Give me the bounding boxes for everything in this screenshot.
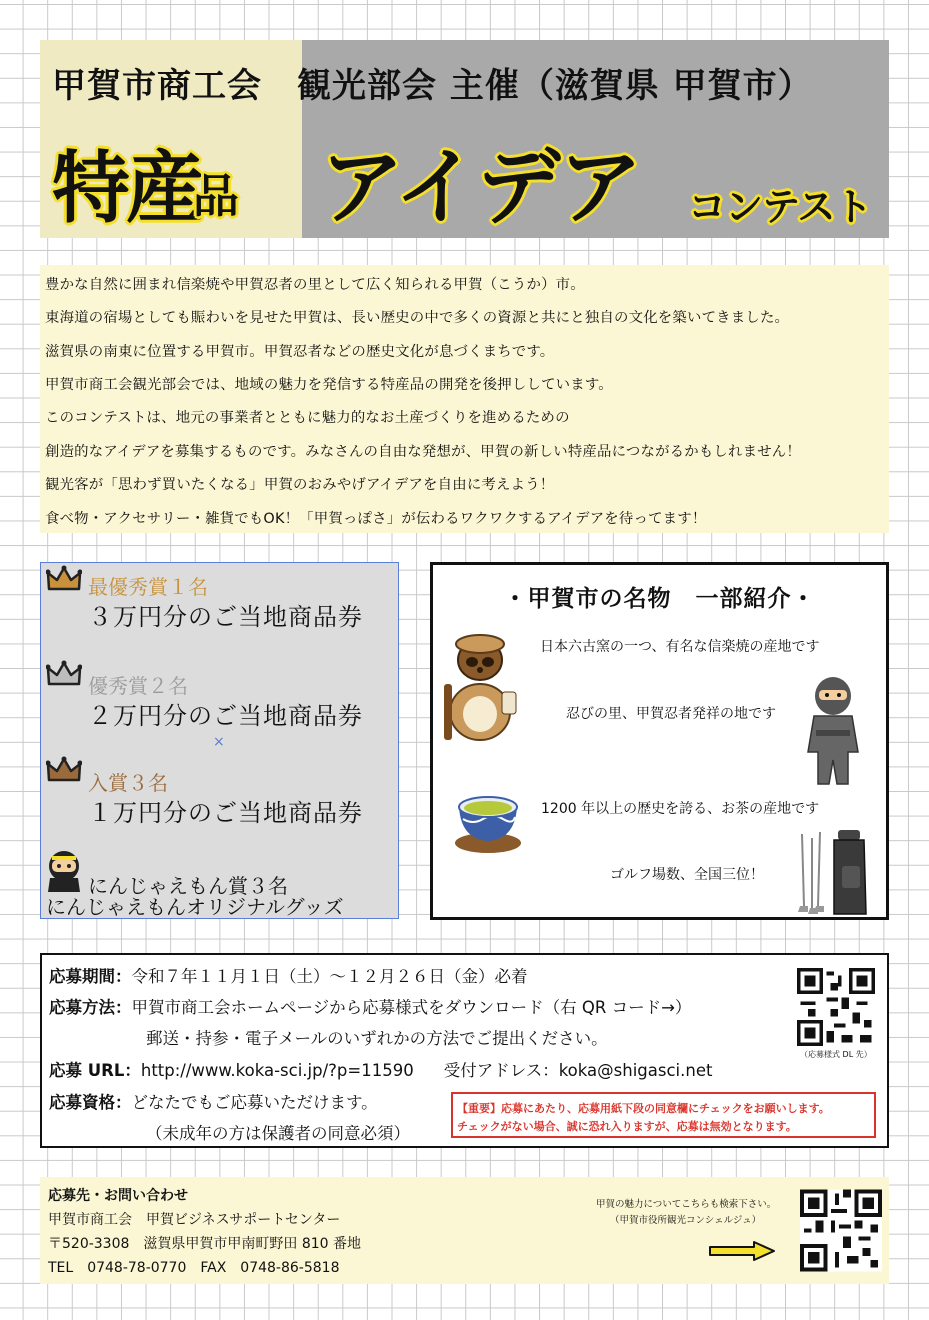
application-url-link[interactable]: http://www.koka-sci.jp/?p=11590 bbox=[140, 1061, 414, 1080]
intro-line: 観光客が「思わず買いたくなる」甲賀のおみやげアイデアを自由に考えよう！ bbox=[45, 477, 555, 493]
specialty-3-text: 1200 年以上の歴史を誇る、お茶の産地です bbox=[541, 801, 820, 817]
period-label: 応募期間： bbox=[49, 967, 132, 986]
method-line2: 郵送・持参・電子メールのいずれかの方法でご提出ください。 bbox=[146, 1029, 608, 1048]
title-idea: アイデア bbox=[320, 138, 641, 236]
qr-caption: （応募様式 DL 先） bbox=[800, 1050, 872, 1059]
title-contest: コンテスト bbox=[688, 185, 872, 229]
tanuki-figurine-icon bbox=[442, 622, 520, 744]
tourism-qr-code[interactable] bbox=[800, 1188, 882, 1273]
prize-2-title: 優秀賞２名 bbox=[88, 674, 188, 698]
specialty-2-text: 忍びの里、甲賀忍者発祥の地です bbox=[566, 706, 776, 722]
url-row bbox=[49, 1057, 712, 1081]
intro-section bbox=[40, 265, 889, 533]
notice-line2: チェックがない場合、誠に恐れ入りますが、応募は無効となります。 bbox=[457, 1120, 797, 1133]
intro-line: 甲賀市商工会観光部会では、地域の魅力を発信する特産品の開発を後押ししています。 bbox=[45, 377, 613, 393]
intro-line: このコンテストは、地元の事業者とともに魅力的なお土産づくりを進めるための bbox=[45, 410, 570, 426]
application-email-link[interactable]: koka@shigasci.net bbox=[558, 1061, 713, 1080]
application-qr-code[interactable] bbox=[795, 968, 877, 1046]
prize-3-title: 入賞３名 bbox=[88, 771, 168, 795]
contact-section bbox=[40, 1177, 889, 1284]
arrow-right-icon bbox=[708, 1240, 776, 1262]
bronze-crown-icon bbox=[46, 756, 82, 784]
method-value: 甲賀市商工会ホームページから応募様式をダウンロード（右 QR コード→） bbox=[131, 998, 692, 1017]
intro-line: 食べ物・アクセサリー・雑貨でもOK！「甲賀っぽさ」が伝わるワクワクするアイデアを待ってます！ bbox=[45, 511, 707, 527]
intro-line: 豊かな自然に囲まれ信楽焼や甲賀忍者の里として広く知られる甲賀（こうか）市。 bbox=[45, 277, 585, 293]
eligibility-row bbox=[49, 1089, 378, 1113]
organizer-heading: 甲賀市商工会 観光部会 主催（滋賀県 甲賀市） bbox=[52, 66, 813, 106]
prize-4-reward: にんじゃえもんオリジナルグッズ bbox=[46, 895, 344, 919]
eligibility-line2: （未成年の方は保護者の同意必須） bbox=[146, 1124, 410, 1143]
eligibility-label: 応募資格： bbox=[49, 1093, 132, 1112]
intro-line: 東海道の宿場としても賑わいを見せた甲賀は、長い歴史の中で多くの資源と共にと独自の文化を築いてきました。 bbox=[45, 310, 790, 326]
ninja-icon bbox=[804, 672, 862, 790]
method-row bbox=[49, 994, 691, 1018]
period-value: 令和７年１１月１日（土）～１２月２６日（金）必着 bbox=[131, 967, 528, 986]
prize-4-title: にんじゃえもん賞３名 bbox=[88, 874, 288, 898]
cross-mark: × bbox=[213, 734, 225, 750]
specialty-1-text: 日本六古窯の一つ、有名な信楽焼の産地です bbox=[540, 639, 820, 655]
prize-2-reward: ２万円分のご当地商品券 bbox=[88, 702, 363, 730]
eligibility-value: どなたでもご応募いただけます。 bbox=[131, 1093, 378, 1112]
search-note-source: （甲賀市役所観光コンシェルジュ） bbox=[610, 1215, 762, 1226]
notice-line1: 【重要】応募にあたり、応募用紙下段の同意欄にチェックをお願いします。 bbox=[457, 1102, 830, 1115]
prize-3-reward: １万円分のご当地商品券 bbox=[88, 799, 363, 827]
specialties-title: ・甲賀市の名物 一部紹介・ bbox=[503, 586, 816, 612]
url-label: 応募 URL： bbox=[49, 1061, 141, 1080]
title-hin: 品 bbox=[193, 169, 239, 223]
golf-bag-icon bbox=[790, 826, 870, 918]
address-label: 受付アドレス： bbox=[443, 1061, 559, 1080]
prize-1-reward: ３万円分のご当地商品券 bbox=[88, 603, 363, 631]
intro-line: 滋賀県の南東に位置する甲賀市。甲賀忍者などの歴史文化が息づくまちです。 bbox=[45, 344, 555, 360]
title-tokusan: 特産 bbox=[52, 144, 201, 234]
contact-heading: 応募先・お問い合わせ bbox=[48, 1188, 188, 1204]
prize-1-title: 最優秀賞１名 bbox=[88, 575, 208, 599]
ninjaemon-mascot-icon bbox=[44, 848, 84, 892]
important-notice bbox=[451, 1092, 876, 1138]
search-note: 甲賀の魅力についてこちらも検索下さい。 bbox=[596, 1199, 777, 1210]
contact-address: 〒520-3308 滋賀県甲賀市甲南町野田 810 番地 bbox=[48, 1236, 362, 1252]
silver-crown-icon bbox=[46, 660, 82, 688]
tea-cup-icon bbox=[453, 785, 523, 855]
contact-phone: TEL 0748-78-0770 FAX 0748-86-5818 bbox=[48, 1260, 340, 1276]
period-row bbox=[49, 963, 528, 987]
specialty-4-text: ゴルフ場数、全国三位！ bbox=[610, 867, 764, 883]
intro-line: 創造的なアイデアを募集するものです。みなさんの自由な発想が、甲賀の新しい特産品につながるかもしれません！ bbox=[45, 444, 801, 460]
contact-org: 甲賀市商工会 甲賀ビジネスサポートセンター bbox=[48, 1212, 341, 1228]
method-label: 応募方法： bbox=[49, 998, 132, 1017]
gold-crown-icon bbox=[46, 565, 82, 593]
